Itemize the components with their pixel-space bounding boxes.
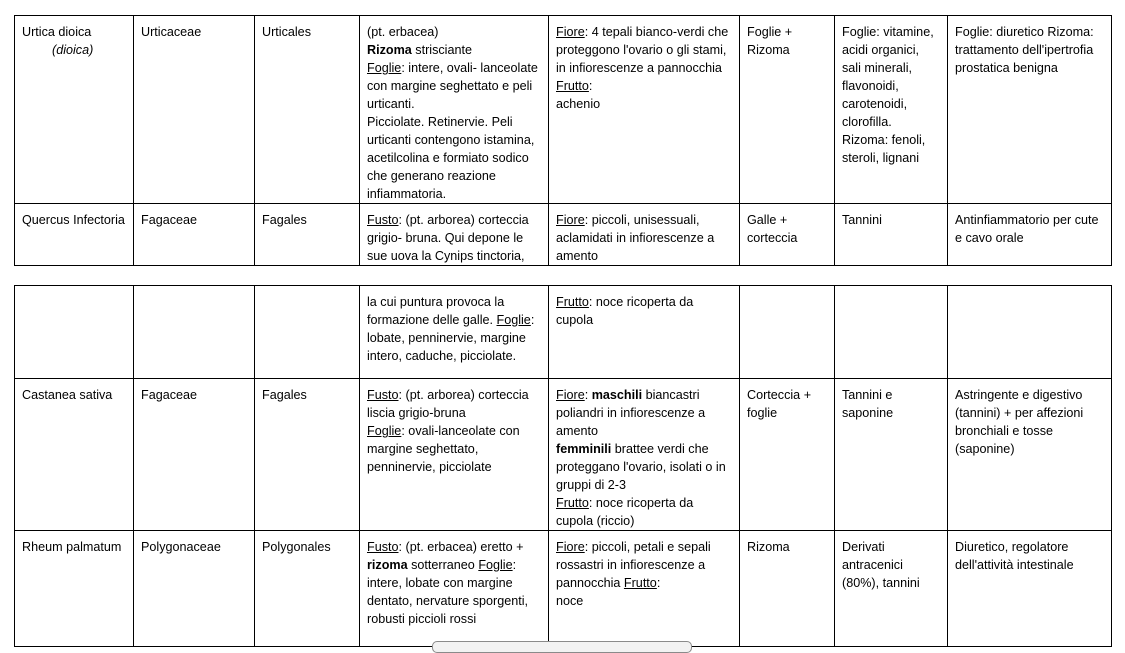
rizoma-text: sotterraneo (407, 558, 479, 572)
frutto-label: Frutto (623, 576, 657, 590)
foglie-text: : intere, ovali- lanceolate con margine seghettato e peli urticanti. (367, 61, 538, 111)
use-cell: Antinfiammatorio per cute e cavo orale (948, 204, 1112, 266)
foglie-text: : ovali-lanceolate con margine seghettato, penninervie, picciolate (367, 424, 520, 474)
femminili-label: femminili (556, 442, 612, 456)
foglie-text: : lobate, penninervie, margine intero, caduche, picciolate. (367, 313, 535, 363)
fiore-text: : piccoli, petali e sepali rossastri in infiorescenze a pannocchia (556, 540, 711, 590)
frutto-label: Frutto (556, 295, 589, 309)
species-cell (15, 286, 134, 379)
fiore-label: Fiore (556, 540, 585, 554)
fiore-label: Fiore (556, 213, 585, 227)
foglie-label: Foglie (478, 558, 513, 572)
constituents-cell: Tannini (835, 204, 948, 266)
horizontal-scrollbar[interactable] (432, 641, 692, 653)
fusto-label: Fusto (367, 213, 399, 227)
use-cell: Diuretico, regolatore dell'attività intestinale (948, 531, 1112, 647)
morph-line (367, 59, 541, 113)
frutto-value: achenio (556, 97, 601, 111)
drug-cell: Corteccia + foglie (740, 379, 835, 531)
frutto-text: : noce ricoperta da cupola (riccio) (556, 496, 694, 528)
species-note: (dioica) (52, 43, 94, 57)
flower-cell (549, 531, 740, 647)
fiore-text: : (584, 388, 592, 402)
morph-line: (pt. erbacea) (367, 25, 439, 39)
frutto-label: Frutto (556, 496, 589, 510)
frutto-label: Frutto (556, 79, 589, 93)
frutto-text: : (656, 576, 661, 590)
foglie-label: Foglie (367, 61, 402, 75)
drug-cell (740, 286, 835, 379)
drug-cell: Foglie + Rizoma (740, 16, 835, 204)
maschili-text: biancastri poliandri in infiorescenze a amento (556, 388, 706, 438)
morph-text: la cui puntura provoca la formazione delle galle. (367, 295, 505, 327)
flower-cell (549, 379, 740, 531)
use-cell: Astringente e digestivo (tannini) + per affezioni bronchiali e tosse (saponine) (948, 379, 1112, 531)
drug-cell: Galle + corteccia (740, 204, 835, 266)
fusto-label: Fusto (367, 388, 399, 402)
foglie-text: : intere, lobate con margine dentato, nervature sporgenti, robusti piccioli rossi (367, 558, 529, 626)
fusto-text: : (pt. erbacea) eretto + (398, 540, 524, 554)
table-row (15, 286, 1112, 379)
fiore-text: : piccoli, unisessuali, aclamidati in infiorescenze a amento (556, 213, 715, 263)
drug-cell: Rizoma (740, 531, 835, 647)
rizoma-text: strisciante (411, 43, 472, 57)
femminili-text: brattee verdi che proteggano l'ovario, isolati o in gruppi di 2-3 (556, 442, 726, 492)
flower-line (556, 23, 732, 95)
rizoma-label: rizoma (367, 558, 408, 572)
flower-line (556, 494, 732, 530)
flower-cell (549, 286, 740, 379)
use-cell (948, 286, 1112, 379)
morph-line (367, 386, 541, 422)
maschili-label: maschili (591, 388, 643, 402)
order-cell: Fagales (255, 379, 360, 531)
table-row (15, 16, 1112, 204)
family-cell: Urticaceae (134, 16, 255, 204)
morph-line (367, 41, 541, 59)
species-cell: Rheum palmatum (15, 531, 134, 647)
morph-line (367, 422, 541, 476)
flower-line (556, 440, 732, 494)
species-cell: Castanea sativa (15, 379, 134, 531)
flower-cell (549, 204, 740, 266)
constituents-cell (835, 286, 948, 379)
family-cell: Polygonaceae (134, 531, 255, 647)
morphology-cell (360, 286, 549, 379)
fiore-label: Fiore (556, 25, 585, 39)
herbal-table-top (14, 15, 1112, 266)
flower-cell (549, 16, 740, 204)
fusto-label: Fusto (367, 540, 399, 554)
fiore-text: : 4 tepali bianco-verdi che proteggono l'ovario o gli stami, in infiorescenze a pannocchia (556, 25, 729, 75)
species-name: Urtica dioica (22, 25, 92, 39)
foglie-label: Foglie (496, 313, 531, 327)
foglie-label: Foglie (367, 424, 402, 438)
frutto-text: : (588, 79, 593, 93)
frutto-text: : noce ricoperta da cupola (556, 295, 694, 327)
flower-line (556, 538, 732, 592)
order-cell: Fagales (255, 204, 360, 266)
morphology-cell (360, 204, 549, 266)
use-cell: Foglie: diuretico Rizoma: trattamento dell'ipertrofia prostatica benigna (948, 16, 1112, 204)
constituents-cell: Derivati antracenici (80%), tannini (835, 531, 948, 647)
family-cell (134, 286, 255, 379)
constituents-cell: Foglie: vitamine, acidi organici, sali minerali, flavonoidi, carotenoidi, clorofilla. Rizoma: fenoli, steroli, lignani (835, 16, 948, 204)
family-cell: Fagaceae (134, 204, 255, 266)
morphology-cell (360, 16, 549, 204)
table-row (15, 531, 1112, 647)
morphology-cell (360, 379, 549, 531)
family-cell: Fagaceae (134, 379, 255, 531)
table-row (15, 379, 1112, 531)
fusto-text: : (pt. arborea) corteccia grigio- bruna. Qui depone le sue uova la Cynips tinctoria, (367, 213, 529, 263)
order-cell: Urticales (255, 16, 360, 204)
morph-line: Picciolate. Retinervie. Peli urticanti contengono istamina, acetilcolina e formiato sodico che generano reazione infiammatoria. (367, 115, 535, 201)
order-cell: Polygonales (255, 531, 360, 647)
constituents-cell: Tannini e saponine (835, 379, 948, 531)
order-cell (255, 286, 360, 379)
table-row (15, 204, 1112, 266)
species-cell: Quercus Infectoria (15, 204, 134, 266)
flower-line (556, 386, 732, 440)
herbal-table-bottom (14, 285, 1112, 647)
fusto-text: : (pt. arborea) corteccia liscia grigio-bruna (367, 388, 529, 420)
frutto-value: noce (556, 594, 584, 608)
fiore-label: Fiore (556, 388, 585, 402)
morphology-cell (360, 531, 549, 647)
rizoma-label: Rizoma (367, 43, 412, 57)
species-cell (15, 16, 134, 204)
